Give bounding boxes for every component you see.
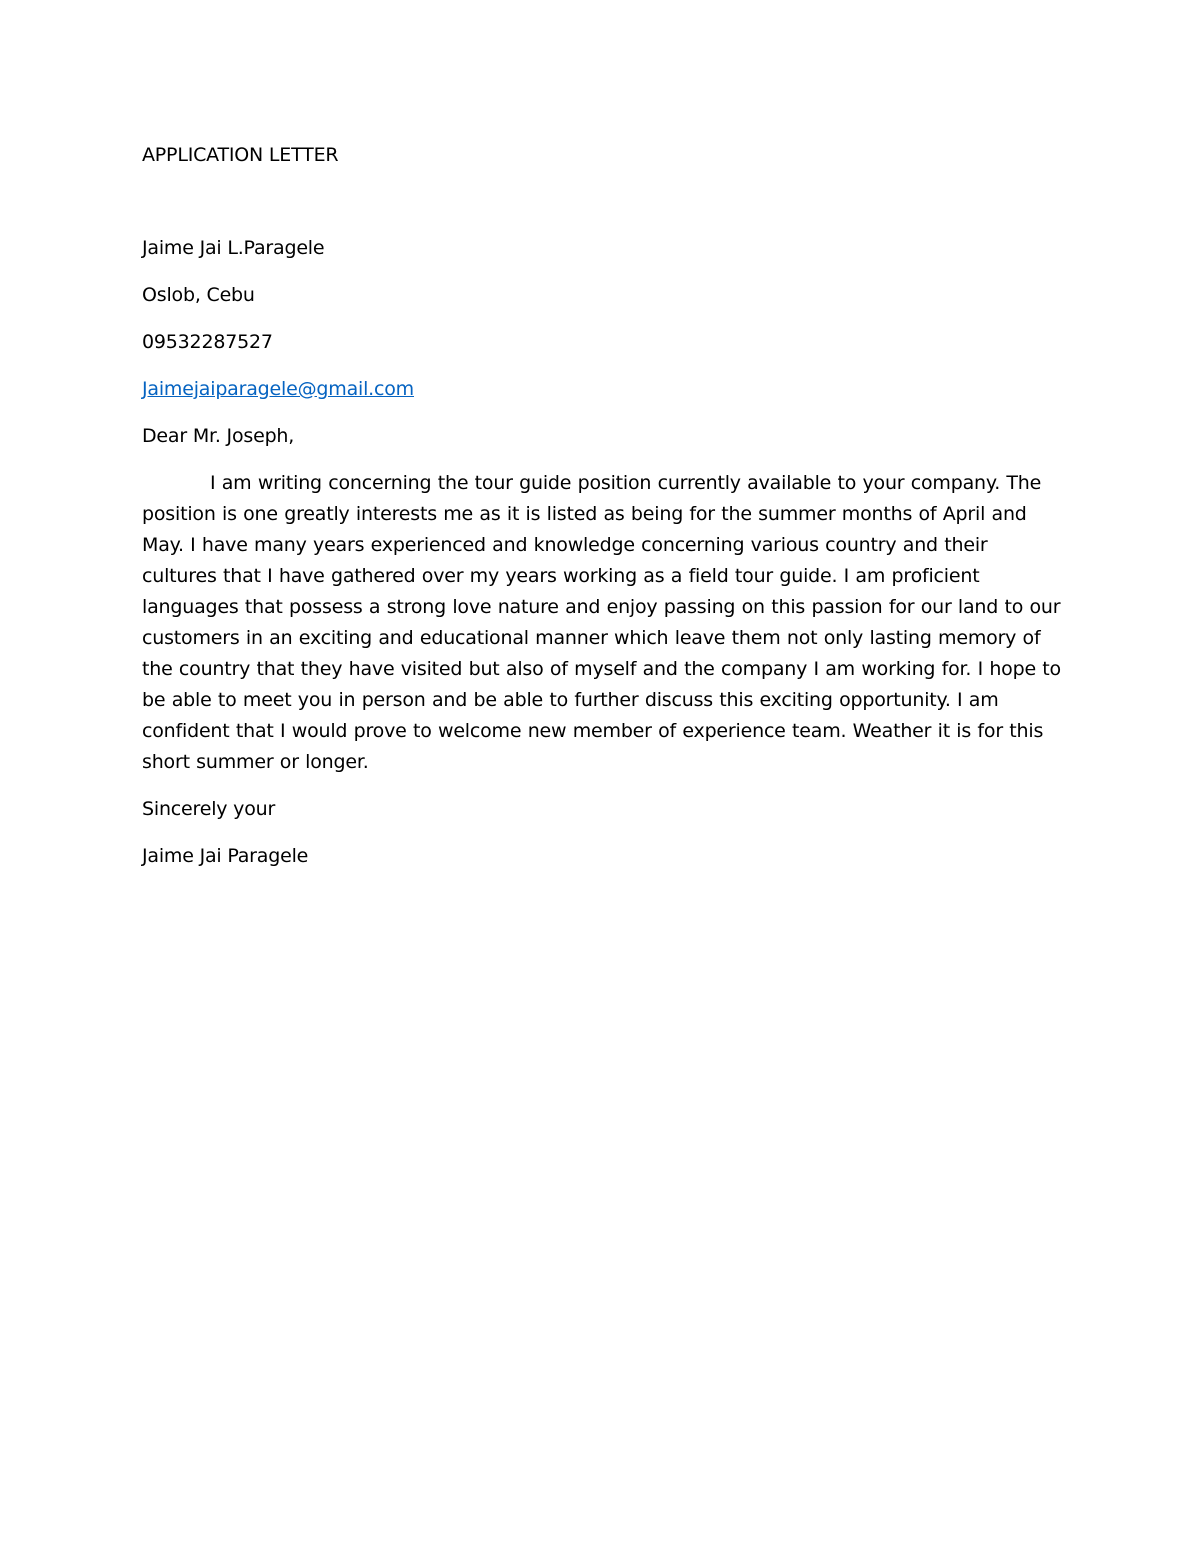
letter-title: APPLICATION LETTER xyxy=(142,144,339,166)
sender-name: Jaime Jai L.Paragele xyxy=(142,237,325,259)
letter-body: I am writing concerning the tour guide position currently available to your company. The position is one greatly interests me as it is listed as being for the summer months of April and May. I have many years experienced and knowledge concerning various country and their cultures that I have gathered over my years working as a field tour guide. I am proficient languages that possess a strong love nature and enjoy passing on this passion for our land to our customers in an exciting and educational manner which leave them not only lasting memory of the country that they have visited but also of myself and the company I am working for. I hope to be able to meet you in person and be able to further discuss this exciting opportunity. I am confident that I would prove to welcome new member of experience team. Weather it is for this short summer or longer. xyxy=(142,472,1061,773)
sender-email-link[interactable]: Jaimejaiparagele@gmail.com xyxy=(142,378,414,400)
salutation: Dear Mr. Joseph, xyxy=(142,425,295,447)
application-letter xyxy=(142,140,1062,888)
sender-address: Oslob, Cebu xyxy=(142,284,255,306)
sender-email-line xyxy=(142,374,1062,405)
title-spacing xyxy=(142,171,1062,233)
sender-phone: 09532287527 xyxy=(142,331,273,353)
signature-name: Jaime Jai Paragele xyxy=(142,845,309,867)
closing: Sincerely your xyxy=(142,798,276,820)
